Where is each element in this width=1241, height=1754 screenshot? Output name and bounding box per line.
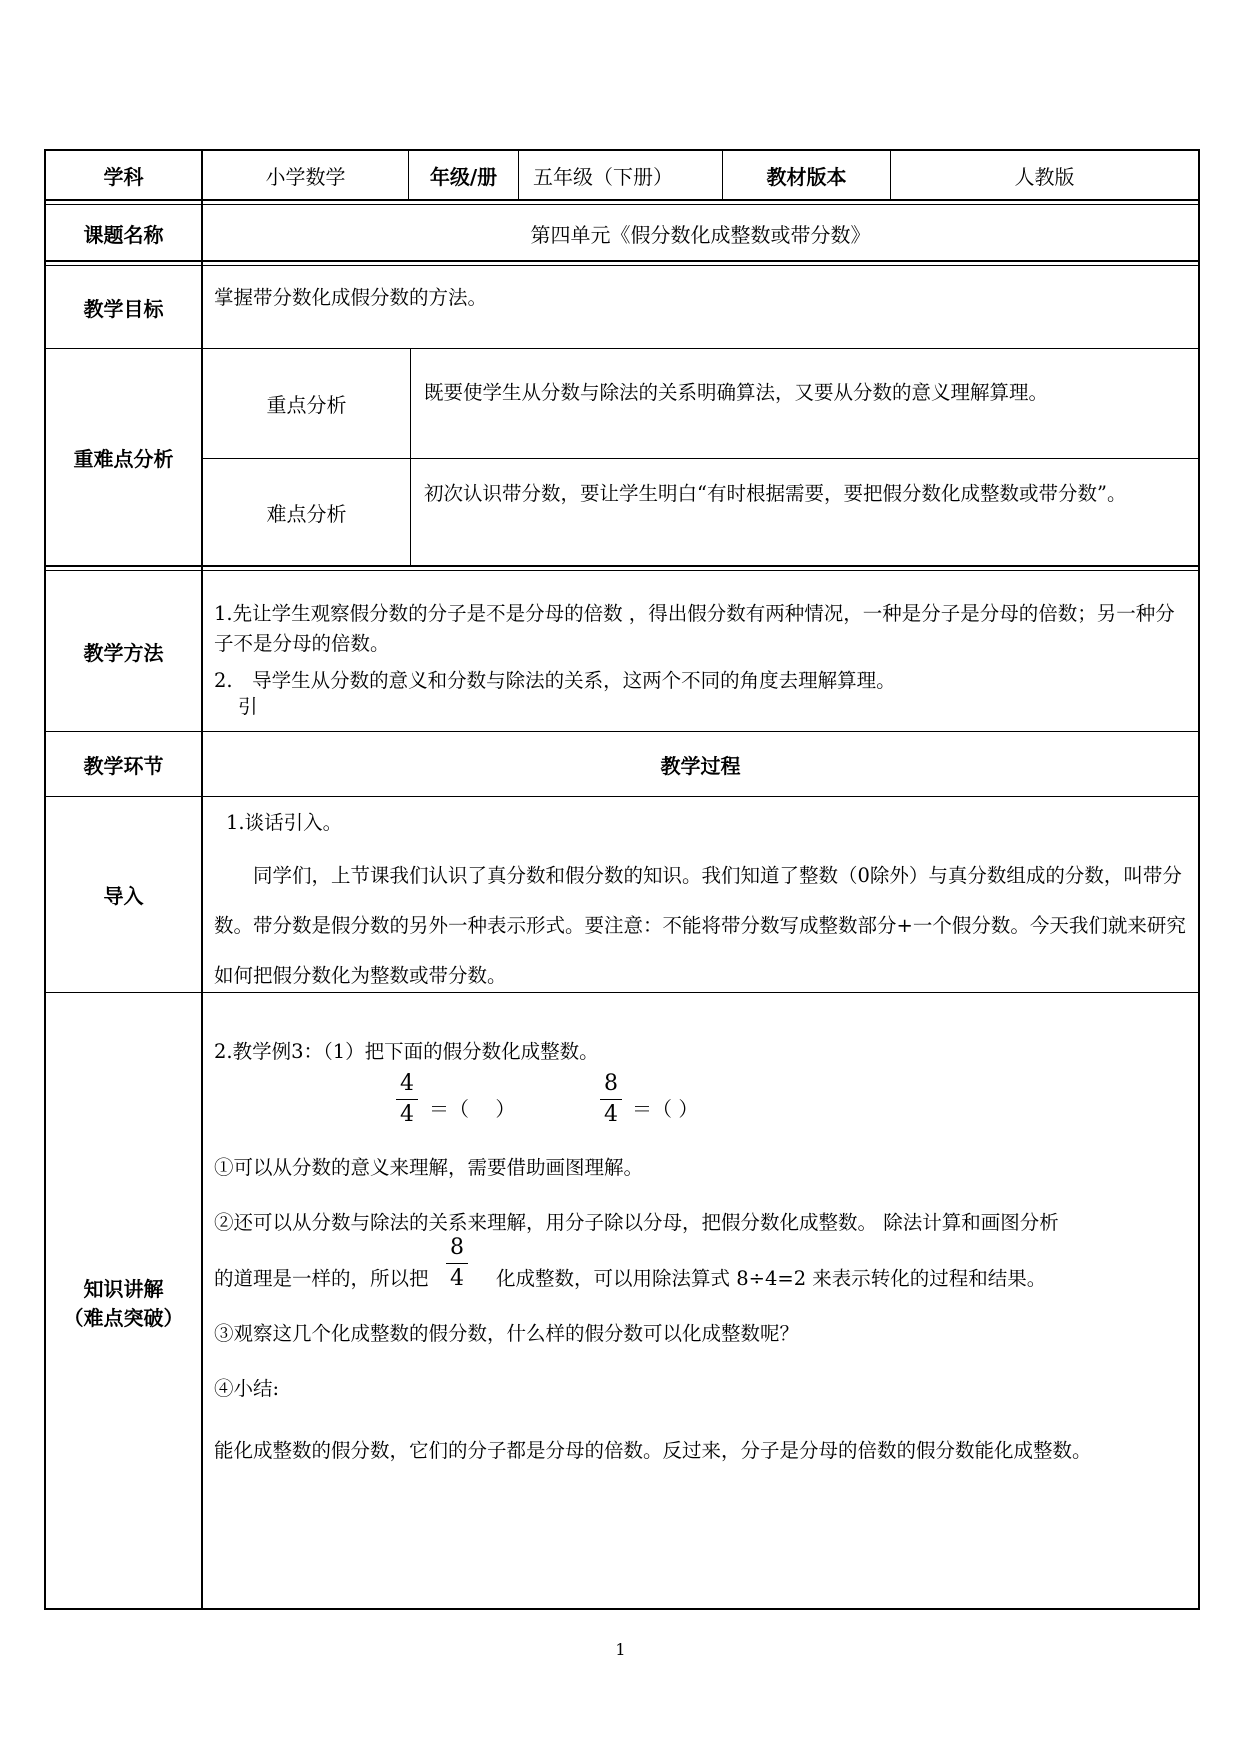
grade-value: 五年级（下册）: [533, 164, 673, 189]
subject-label: 学科: [103, 164, 144, 189]
intro-title: 1.谈话引入。: [226, 811, 343, 834]
row-divider: [46, 565, 1198, 567]
fraction-numerator: 8: [604, 1071, 618, 1096]
fraction-4-4: [396, 1071, 418, 1128]
fraction-numerator: 8: [450, 1235, 464, 1260]
fraction-8-4: [600, 1071, 622, 1128]
subject-value: 小学数学: [265, 164, 346, 189]
hard-analysis-text: 初次认识带分数，要让学生明白“有时根据需要，要把假分数化成整数或带分数”。: [424, 482, 1127, 505]
knowledge-label-line1: 知识讲解: [83, 1276, 164, 1301]
fraction-denominator: 4: [450, 1266, 464, 1291]
equation-blank-1: ＝（ ）: [429, 1097, 516, 1121]
analysis-label: 重难点分析: [73, 446, 174, 471]
row-divider: [46, 199, 1198, 201]
point-3a: 的道理是一样的，所以把: [214, 1267, 429, 1290]
method-label: 教学方法: [83, 640, 164, 665]
fraction-denominator: 4: [604, 1102, 618, 1127]
fraction-bar: [600, 1099, 622, 1100]
knowledge-label-line2: （难点突破）: [63, 1305, 184, 1330]
row-divider: [46, 570, 1198, 571]
method-line2-extra: 引: [238, 695, 258, 718]
fraction-bar: [396, 1099, 418, 1100]
hard-analysis-label: 难点分析: [266, 501, 347, 526]
intro-label: 导入: [103, 884, 144, 908]
row-divider: [46, 260, 1198, 262]
method-line1: 1.先让学生观察假分数的分子是不是分母的倍数 ，得出假分数有两种情况，一种是分子是分母的倍数；另一种分子不是分母的倍数。: [214, 602, 1175, 656]
edition-label: 教材版本: [766, 164, 847, 189]
goal-label: 教学目标: [83, 297, 164, 321]
goal-text: 掌握带分数化成假分数的方法。: [214, 286, 488, 309]
section-label: 教学环节: [83, 753, 164, 778]
method-line2: 2. 导学生从分数的意义和分数与除法的关系，这两个不同的角度去理解算理。: [214, 669, 896, 692]
point-1: ①可以从分数的意义来理解，需要借助画图理解。: [214, 1156, 644, 1179]
key-analysis-label: 重点分析: [266, 393, 347, 417]
fraction-numerator: 4: [400, 1071, 414, 1096]
point-5: ④小结:: [214, 1377, 280, 1400]
fraction-bar: [446, 1263, 468, 1264]
key-analysis-text: 既要使学生从分数与除法的关系明确算法，又要从分数的意义理解算理。: [424, 381, 1049, 404]
topic-value: 第四单元《假分数化成整数或带分数》: [530, 222, 871, 247]
col-divider: [410, 348, 411, 565]
fraction-8-4-inline: [446, 1235, 468, 1292]
point-2: ②还可以从分数与除法的关系来理解，用分子除以分母，把假分数化成整数。 除法计算和画图分析: [214, 1211, 1059, 1234]
grade-label: 年级/册: [429, 164, 498, 189]
row-divider: [46, 204, 1198, 205]
page-number: 1: [615, 1640, 626, 1659]
topic-label: 课题名称: [83, 222, 164, 247]
edition-value: 人教版: [1014, 164, 1075, 189]
point-3b: 化成整数，可以用除法算式 8÷4=2 来表示转化的过程和结果。: [496, 1267, 1047, 1290]
equation-blank-2: ＝（ ）: [632, 1097, 699, 1121]
knowledge-label: [46, 993, 201, 1610]
example-line: 2.教学例3：（1）把下面的假分数化成整数。: [214, 1040, 599, 1063]
point-4: ③观察这几个化成整数的假分数，什么样的假分数可以化成整数呢？: [214, 1322, 800, 1345]
fraction-denominator: 4: [400, 1102, 414, 1127]
intro-paragraph: 同学们，上节课我们认识了真分数和假分数的知识。我们知道了整数（0除外）与真分数组成的分数，叫带分数。带分数是假分数的另外一种表示形式。要注意：不能将带分数写成整数部分+一个假分数。今天我们就来研究如何把假分数化为整数或带分数。: [214, 864, 1186, 987]
summary-text: 能化成整数的假分数，它们的分子都是分母的倍数。反过来，分子是分母的倍数的假分数能化成整数。: [214, 1439, 1092, 1462]
lesson-plan-table: [44, 149, 1200, 1610]
section-value: 教学过程: [660, 753, 741, 778]
row-divider: [46, 796, 1198, 797]
row-divider: [46, 265, 1198, 266]
